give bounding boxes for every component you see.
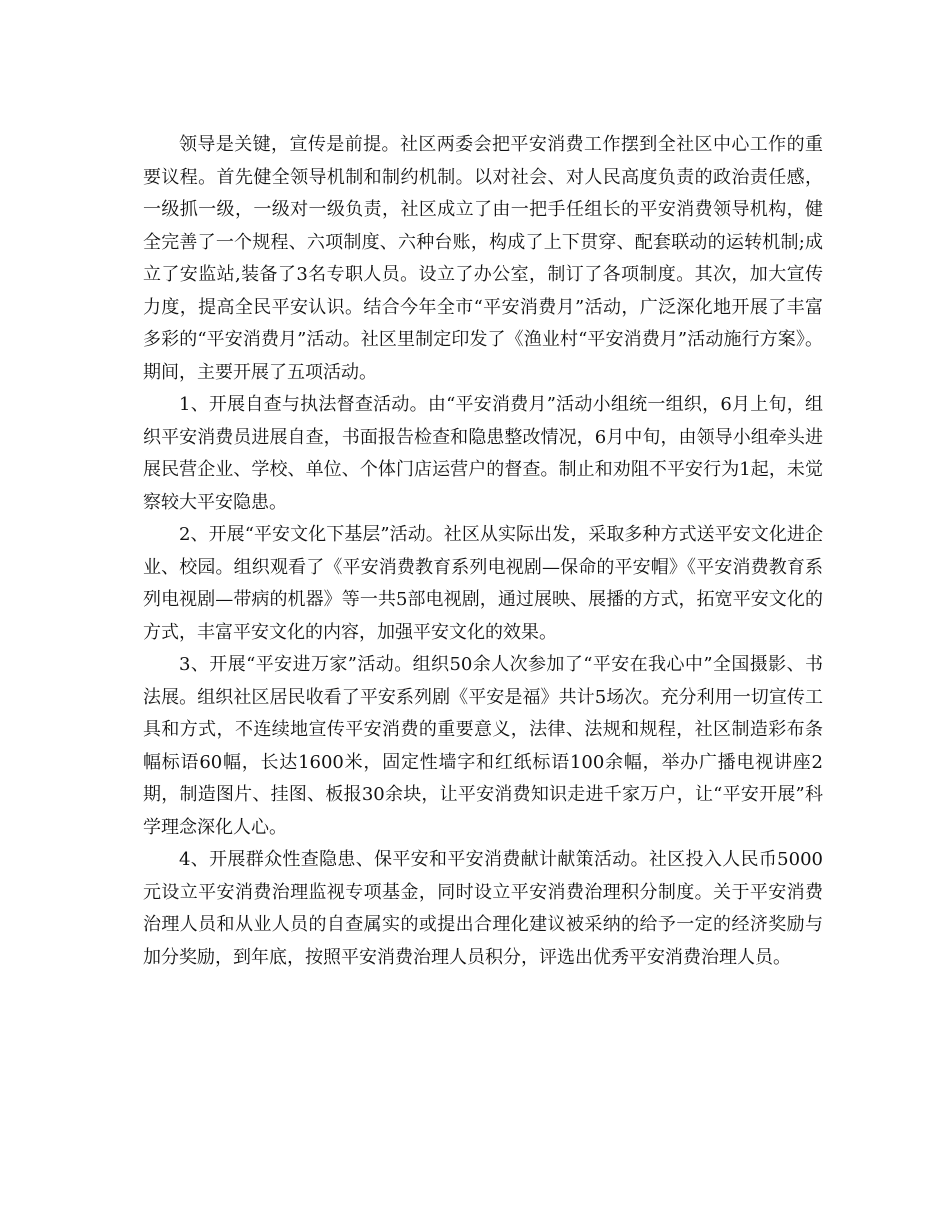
- paragraph-intro: 领导是关键，宣传是前提。社区两委会把平安消费工作摆到全社区中心工作的重要议程。首先健全领导机制和制约机制。以对社会、对人民高度负责的政治责任感，一级抓一级，一级对一级负责，社区成立了由一把手任组长的平安消费领导机构，健全完善了一个规程、六项制度、六种台账，构成了上下贯穿、配套联动的运转机制;成立了安监站,装备了3名专职人员。设立了办公室，制订了各项制度。其次，加大宣传力度，提高全民平安认识。结合今年全市“平安消费月”活动，广泛深化地开展了丰富多彩的“平安消费月”活动。社区里制定印发了《渔业村“平安消费月”活动施行方案》。期间，主要开展了五项活动。: [143, 134, 823, 383]
- paragraph-item-4: 4、开展群众性查隐患、保平安和平安消费献计献策活动。社区投入人民币5000元设立平安消费治理监视专项基金，同时设立平安消费治理积分制度。关于平安消费治理人员和从业人员的自查属实的或提出合理化建议被采纳的给予一定的经济奖励与加分奖励，到年底，按照平安消费治理人员积分，评选出优秀平安消费治理人员。: [143, 849, 823, 968]
- document-page: [143, 129, 823, 974]
- paragraph-item-2: 2、开展“平安文化下基层”活动。社区从实际出发，采取多种方式送平安文化进企业、校园。组织观看了《平安消费教育系列电视剧—保命的平安帽》《平安消费教育系列电视剧—带病的机器》等一共5部电视剧，通过展映、展播的方式，拓宽平安文化的方式，丰富平安文化的内容，加强平安文化的效果。: [143, 524, 823, 643]
- paragraph-item-3: 3、开展“平安进万家”活动。组织50余人次参加了“平安在我心中”全国摄影、书法展。组织社区居民收看了平安系列剧《平安是福》共计5场次。充分利用一切宣传工具和方式，不连续地宣传平安消费的重要意义，法律、法规和规程，社区制造彩布条幅标语60幅，长达1600米，固定性墙字和红纸标语100余幅，举办广播电视讲座2期，制造图片、挂图、板报30余块，让平安消费知识走进千家万户，让“平安开展”科学理念深化人心。: [143, 654, 823, 838]
- paragraph-item-1: 1、开展自查与执法督查活动。由“平安消费月”活动小组统一组织，6月上旬，组织平安消费员进展自查，书面报告检查和隐患整改情况，6月中旬，由领导小组牵头进展民营企业、学校、单位、个体门店运营户的督查。制止和劝阻不平安行为1起，未觉察较大平安隐患。: [143, 394, 823, 513]
